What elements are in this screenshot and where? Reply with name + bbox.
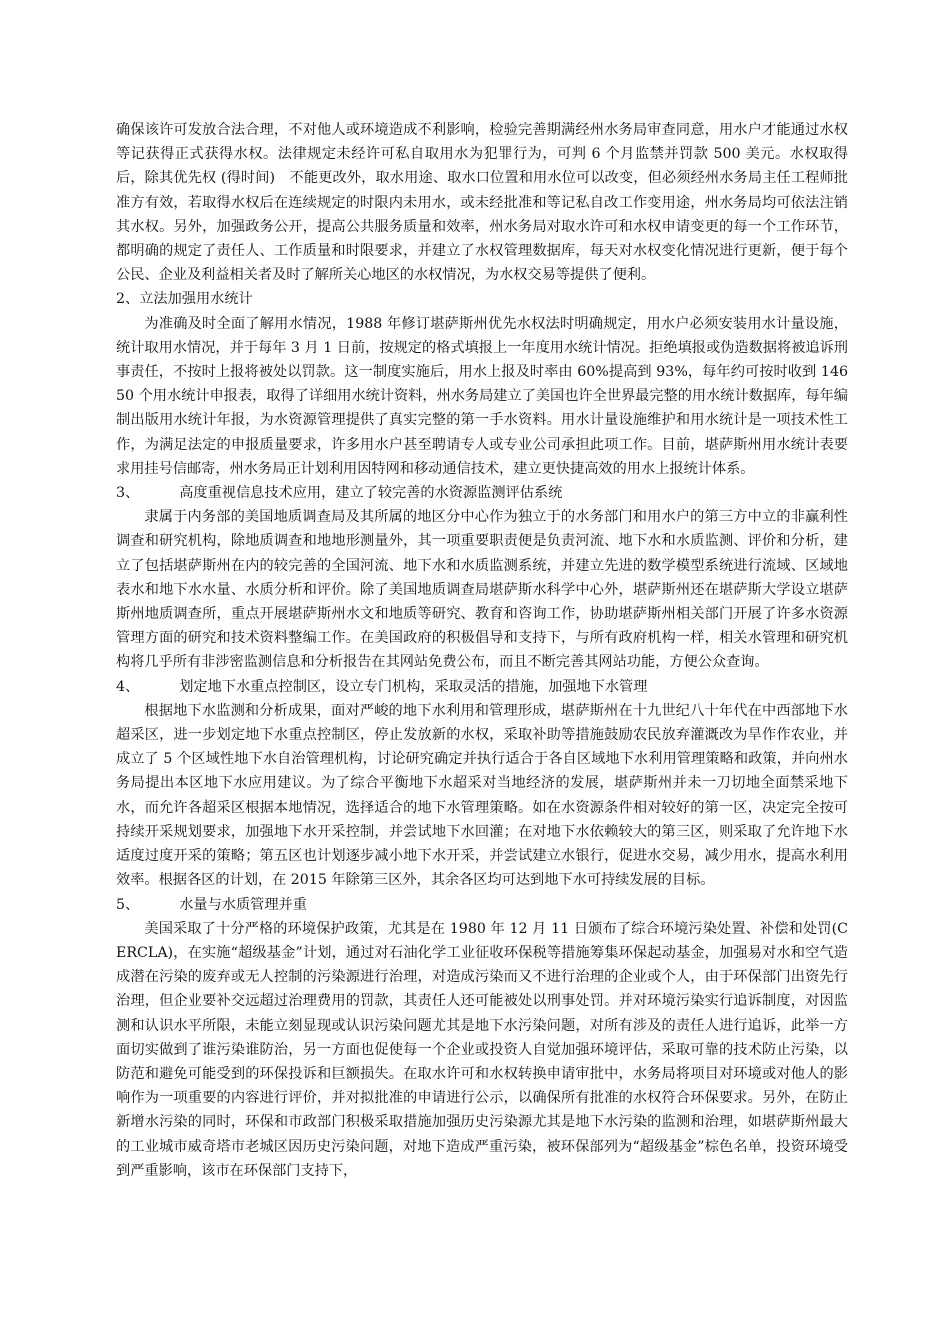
section-heading-4-number: 4、 [116, 678, 140, 695]
section-heading-4 [116, 675, 848, 699]
document-body [116, 118, 848, 1183]
section-heading-3-number: 3、 [116, 485, 140, 502]
section-heading-5-number: 5、 [116, 896, 140, 913]
section-heading-2: 2、立法加强用水统计 [116, 291, 253, 308]
paragraph-water-use-statistics: 为准确及时全面了解用水情况，1988 年修订堪萨斯州优先水权法时明确规定，用水户必须安装用水计量设施，统计取用水情况，并于每年 3 月 1 日前，按规定的格式填报上一年度用水统计情况。拒绝填报或伪造数据将被追诉刑事责任，不按时上报将被处以罚款。这一制度实施后，用水上报及时率由 60%提高到 93%，每年约可按时收到 14650 个用水统计申报表，取得了详细用水统计资料，州水务局建立了美国也许全世界最完整的用水统计数据库，每年编制出版用水统计年报，为水资源管理提供了真实完整的第一手水资料。用水计量设施维护和用水统计是一项技术性工作，为满足法定的申报质量要求，许多用水户甚至聘请专人或专业公司承担此项工作。目前，堪萨斯州用水统计表要求用挂号信邮寄，州水务局正计划利用因特网和移动通信技术，建立更快捷高效的用水上报统计体系。 [116, 315, 848, 477]
paragraph-groundwater-control: 根据地下水监测和分析成果，面对严峻的地下水利用和管理形成，堪萨斯州在十九世纪八十年代在中西部地下水超采区，进一步划定地下水重点控制区，停止发放新的水权，采取补助等措施鼓励农民放弃灌溉改为旱作作农业，并成立了 5 个区域性地下水自治管理机构，讨论研究确定并执行适合于各自区域地下水利用管理策略和政策，并向州水务局提出本区地下水应用建议。为了综合平衡地下水超采对当地经济的发展，堪萨斯州并未一刀切地全面禁采地下水，而允许各超采区根据本地情况，选择适合的地下水管理策略。如在水资源条件相对较好的第一区，决定完全按可持续开采规划要求，加强地下水开采控制，并尝试地下水回灌；在对地下水依赖较大的第三区，则采取了允许地下水适度过度开采的策略；第五区也计划逐步减小地下水开采，并尝试建立水银行，促进水交易，减少用水，提高水利用效率。根据各区的计划，在 2015 年除第三区外，其余各区均可达到地下水可持续发展的目标。 [116, 702, 848, 889]
section-heading-3-text: 高度重视信息技术应用，建立了较完善的水资源监测评估系统 [179, 485, 563, 502]
section-heading-5 [116, 893, 848, 917]
section-heading-4-text: 划定地下水重点控制区，设立专门机构，采取灵活的措施，加强地下水管理 [179, 678, 648, 695]
paragraph-water-rights-permit: 确保该许可发放合法合理，不对他人或环境造成不利影响，检验完善期满经州水务局审查同意，用水户才能通过水权等记获得正式获得水权。法律规定未经许可私自取用水为犯罪行为，可判 6 个月监禁并罚款 500 美元。水权取得后，除其优先权 (得时间) 不能更改外，取水用途、取水口位置和用水位可以改变，但必须经州水务局主任工程师批准方有效，若取得水权后在连续规定的时限内未用水，或未经批准和等记私自改工作变用途，州水务局均可依法注销其水权。另外，加强政务公开，提高公共服务质量和效率，州水务局对取水许可和水权申请变更的每一个工作环节，都明确的规定了责任人、工作质量和时限要求，并建立了水权管理数据库，每天对水权变化情况进行更新，便于每个公民、企业及利益相关者及时了解所关心地区的水权情况，为水权交易等提供了便利。 [116, 122, 848, 284]
section-heading-5-text: 水量与水质管理并重 [179, 896, 307, 913]
paragraph-monitoring-system: 隶属于内务部的美国地质调查局及其所属的地区分中心作为独立于的水务部门和用水户的第三方中立的非赢利性调查和研究机构，除地质调查和地地形测量外，其一项重要职责便是负责河流、地下水和水质监测、评价和分析，建立了包括堪萨斯州在内的较完善的全国河流、地下水和水质监测系统，并建立先进的数学模型系统进行流域、区域地表水和地下水水量、水质分析和评价。除了美国地质调查局堪萨斯水科学中心外，堪萨斯州还在堪萨斯大学设立堪萨斯州地质调查所，重点开展堪萨斯州水文和地质等研究、教育和咨询工作，协助堪萨斯州相关部门开展了许多水资源管理方面的研究和技术资料整编工作。在美国政府的积极倡导和支持下，与所有政府机构一样，相关水管理和研究机构将几乎所有非涉密监测信息和分析报告在其网站免费公布，而且不断完善其网站功能，方便公众查询。 [116, 509, 848, 671]
section-heading-3 [116, 481, 848, 505]
paragraph-water-quality-management: 美国采取了十分严格的环境保护政策，尤其是在 1980 年 12 月 11 日颁布了综合环境污染处置、补偿和处罚(CERCLA)，在实施“超级基金”计划，通过对石油化学工业征收环保税等措施筹集环保起动基金，加强易对水和空气造成潜在污染的废弃或无人控制的污染源进行治理，对造成污染而又不进行治理的企业或个人，由于环保部门出资先行治理，但企业要补交远超过治理费用的罚款，其责任人还可能被处以刑事处罚。并对环境污染实行追诉制度，对因监测和认识水平所限，未能立刻显现或认识污染问题尤其是地下水污染问题，对所有涉及的责任人进行追诉，此举一方面切实做到了谁污染谁防治，另一方面也促使每一个企业或投资人自觉加强环境评估，采取可靠的技术防止污染，以防范和避免可能受到的环保投诉和巨额损失。在取水许可和水权转换申请审批中，水务局将项目对环境或对他人的影响作为一项重要的内容进行评价，并对拟批准的申请进行公示，以确保所有批准的水权符合环保要求。另外，在防止新增水污染的同时，环保和市政部门积极采取措施加强历史污染源尤其是地下水污染的监测和治理，如堪萨斯州最大的工业城市威奇塔市老城区因历史污染问题，对地下造成严重污染，被环保部列为“超级基金”棕色名单，投资环境受到严重影响，该市在环保部门支持下， [116, 920, 848, 1179]
